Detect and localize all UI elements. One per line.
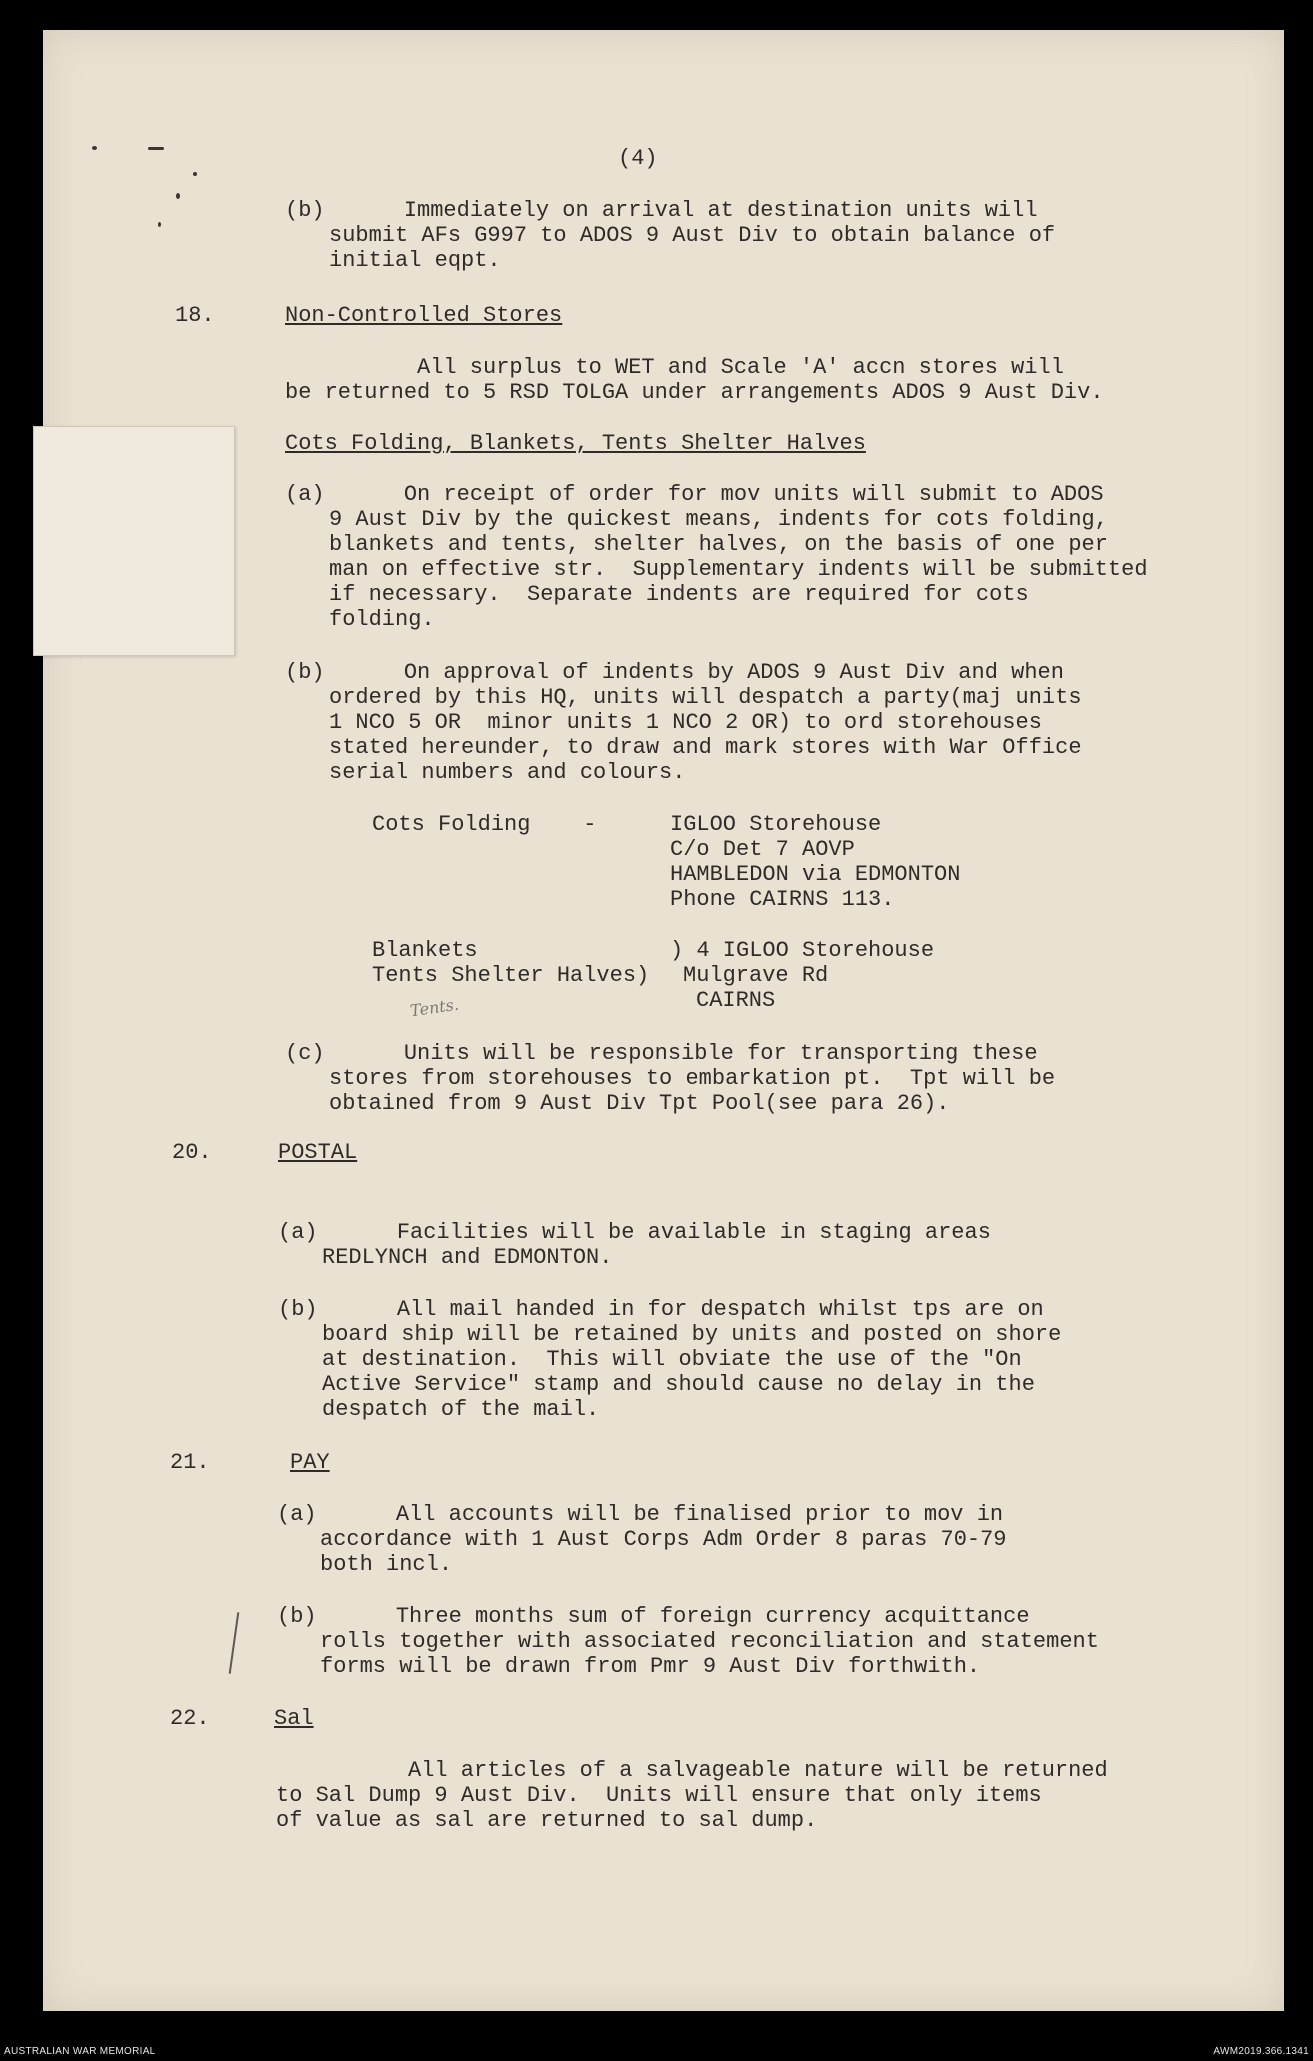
para-20a-line: REDLYNCH and EDMONTON. xyxy=(322,1245,613,1270)
para-17b-line: (b) Immediately on arrival at destination units will xyxy=(285,198,1038,223)
document-page xyxy=(43,30,1284,2011)
store-address-line: IGLOO Storehouse xyxy=(670,812,882,837)
store-address-line: Phone CAIRNS 113. xyxy=(670,887,895,912)
heading-sal: Sal xyxy=(274,1706,314,1731)
para-20b-line: despatch of the mail. xyxy=(322,1397,600,1422)
handwritten-note: Tents. xyxy=(408,994,461,1021)
para-19a-line: 9 Aust Div by the quickest means, indents for cots folding, xyxy=(329,507,1108,532)
store-item-tents: Tents Shelter Halves) xyxy=(372,963,650,988)
ink-speck xyxy=(176,193,180,199)
heading-non-controlled-stores: Non-Controlled Stores xyxy=(285,303,563,328)
store-address-line: Mulgrave Rd xyxy=(683,963,829,988)
para-17b-line: submit AFs G997 to ADOS 9 Aust Div to obtain balance of xyxy=(329,223,1056,248)
para-21a-line: accordance with 1 Aust Corps Adm Order 8 paras 70-79 xyxy=(320,1527,1007,1552)
store-address-line: ) 4 IGLOO Storehouse xyxy=(670,938,935,963)
para-17b-line: initial eqpt. xyxy=(329,248,501,273)
heading-cots-blankets-tents: Cots Folding, Blankets, Tents Shelter Halves xyxy=(285,431,866,456)
para-21b-line: rolls together with associated reconciliation and statement xyxy=(320,1629,1099,1654)
para-21a-line: (a) All accounts will be finalised prior to mov in xyxy=(277,1502,1004,1527)
store-address-line: HAMBLEDON via EDMONTON xyxy=(670,862,961,887)
para-19b-line: ordered by this HQ, units will despatch a party(maj units xyxy=(329,685,1082,710)
footer-archive-name: AUSTRALIAN WAR MEMORIAL xyxy=(4,2046,156,2057)
para-19c-line: obtained from 9 Aust Div Tpt Pool(see para 26). xyxy=(329,1091,950,1116)
para-20b-line: at destination. This will obviate the use of the "On xyxy=(322,1347,1022,1372)
footer-record-id: AWM2019.366.1341 xyxy=(1213,2046,1309,2057)
para-21b-line: (b) Three months sum of foreign currency acquittance xyxy=(277,1604,1030,1629)
para-19a-line: folding. xyxy=(329,607,435,632)
para-20b-line: board ship will be retained by units and posted on shore xyxy=(322,1322,1062,1347)
para-22-line: to Sal Dump 9 Aust Div. Units will ensure that only items xyxy=(276,1783,1042,1808)
heading-pay: PAY xyxy=(290,1450,330,1475)
para-20b-line: Active Service" stamp and should cause no delay in the xyxy=(322,1372,1035,1397)
para-19b-line: (b) On approval of indents by ADOS 9 Aust Div and when xyxy=(285,660,1064,685)
store-address-line: CAIRNS xyxy=(696,988,776,1013)
para-19a-line: man on effective str. Supplementary indents will be submitted xyxy=(329,557,1148,582)
para-number-20: 20. xyxy=(172,1140,212,1165)
para-number-22: 22. xyxy=(170,1706,210,1731)
para-19c-line: (c) Units will be responsible for transporting these xyxy=(285,1041,1038,1066)
para-22-line: All articles of a salvageable nature will be returned xyxy=(408,1758,1108,1783)
para-22-line: of value as sal are returned to sal dump. xyxy=(276,1808,818,1833)
para-18-line: All surplus to WET and Scale 'A' accn stores will xyxy=(417,355,1064,380)
ink-speck xyxy=(148,147,164,150)
store-address-line: C/o Det 7 AOVP xyxy=(670,837,855,862)
heading-postal: POSTAL xyxy=(278,1140,358,1165)
ink-speck xyxy=(92,146,97,150)
para-number-18: 18. xyxy=(175,303,215,328)
store-item-cots: Cots Folding - xyxy=(372,812,597,837)
para-19b-line: serial numbers and colours. xyxy=(329,760,686,785)
para-19a-line: blankets and tents, shelter halves, on the basis of one per xyxy=(329,532,1108,557)
para-19c-line: stores from storehouses to embarkation pt. Tpt will be xyxy=(329,1066,1056,1091)
para-20a-line: (a) Facilities will be available in staging areas xyxy=(278,1220,991,1245)
para-19b-line: stated hereunder, to draw and mark stores with War Office xyxy=(329,735,1082,760)
ink-speck xyxy=(158,222,161,227)
para-21b-line: forms will be drawn from Pmr 9 Aust Div forthwith. xyxy=(320,1654,981,1679)
para-number-21: 21. xyxy=(170,1450,210,1475)
store-item-blankets: Blankets xyxy=(372,938,478,963)
para-20b-line: (b) All mail handed in for despatch whilst tps are on xyxy=(278,1297,1044,1322)
para-19b-line: 1 NCO 5 OR minor units 1 NCO 2 OR) to ord storehouses xyxy=(329,710,1042,735)
para-21a-line: both incl. xyxy=(320,1552,453,1577)
para-19a-line: (a) On receipt of order for mov units will submit to ADOS xyxy=(285,482,1104,507)
para-19a-line: if necessary. Separate indents are required for cots xyxy=(329,582,1029,607)
ink-speck xyxy=(193,172,197,176)
para-18-line: be returned to 5 RSD TOLGA under arrangements ADOS 9 Aust Div. xyxy=(285,380,1104,405)
pasted-paper-slip xyxy=(33,426,235,656)
page-number: (4) xyxy=(618,146,658,171)
